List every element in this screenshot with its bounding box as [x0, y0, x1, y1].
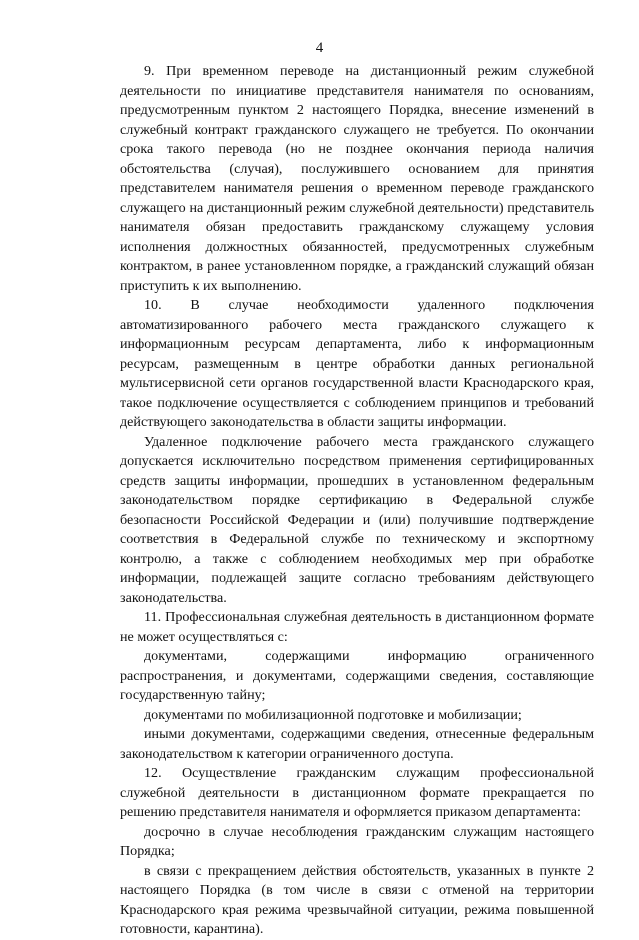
paragraph-11: 11. Профессиональная служебная деятельность в дистанционном формате не может осуществляться с: — [120, 609, 594, 645]
list-item-mobilization-documents: документами по мобилизационной подготовке и мобилизации; — [144, 706, 522, 723]
list-item-other-documents: иными документами, содержащими сведения, отнесенные федеральным законодательством к категории ограниченного доступа. — [120, 726, 594, 762]
document-body — [120, 62, 594, 940]
list-item-restricted-documents: документами, содержащими информацию ограниченного распространения, и документами, содержащими сведения, составляющие государственную тайну; — [120, 648, 594, 703]
page-number: 4 — [315, 40, 324, 56]
paragraph-remote-connection: Удаленное подключение рабочего места гражданского служащего допускается исключительно посредством применения сертифицированных средств защиты информации, прошедших в установленном федеральным законодательством порядке сертификацию в Федеральной службе безопасности Российской Федерации и (или) получившие подтверждение соответствия в Федеральной службе по техническому и экспортному контролю, а также с соблюдением необходимых мер при обработке информации, подлежащей защите согласно требованиям действующего законодательства. — [120, 433, 594, 606]
paragraph-9: 9. При временном переводе на дистанционный режим служебной деятельности по инициативе представителя нанимателя по основаниям, предусмотренным пунктом 2 настоящего Порядка, внесение изменений в служебный контракт гражданского служащего не требуется. По окончании срока такого перевода (но не позднее окончания периода наличия обстоятельства (случая), послужившего основанием для принятия представителем нанимателя решения о временном переводе гражданского служащего на дистанционный режим служебной деятельности) представитель нанимателя обязан предоставить гражданскому служащему условия исполнения должностных обязанностей, предусмотренных служебным контрактом, в ранее установленном порядке, а гражданский служащий обязан приступить к их выполнению. — [120, 63, 594, 294]
paragraph-10: 10. В случае необходимости удаленного подключения автоматизированного рабочего места гражданского служащего к информационным ресурсам департамента, либо к информационным ресурсам, размещенным в центре обработки данных региональной мультисервисной сети органов государственной власти Краснодарского края, такое подключение осуществляется с соблюдением принципов и требований действующего законодательства в области защиты информации. — [120, 297, 594, 430]
list-item-circumstances-ended: в связи с прекращением действия обстоятельств, указанных в пункте 2 настоящего Порядка (в том числе в связи с отменой на территории Краснодарского края режима чрезвычайной ситуации, режима повышенной готовности, карантина). — [120, 862, 594, 937]
list-item-early-termination: досрочно в случае несоблюдения гражданским служащим настоящего Порядка; — [120, 823, 594, 859]
paragraph-12: 12. Осуществление гражданским служащим профессиональной служебной деятельности в дистанционном формате прекращается по решению представителя нанимателя и оформляется приказом департамента: — [120, 765, 594, 820]
